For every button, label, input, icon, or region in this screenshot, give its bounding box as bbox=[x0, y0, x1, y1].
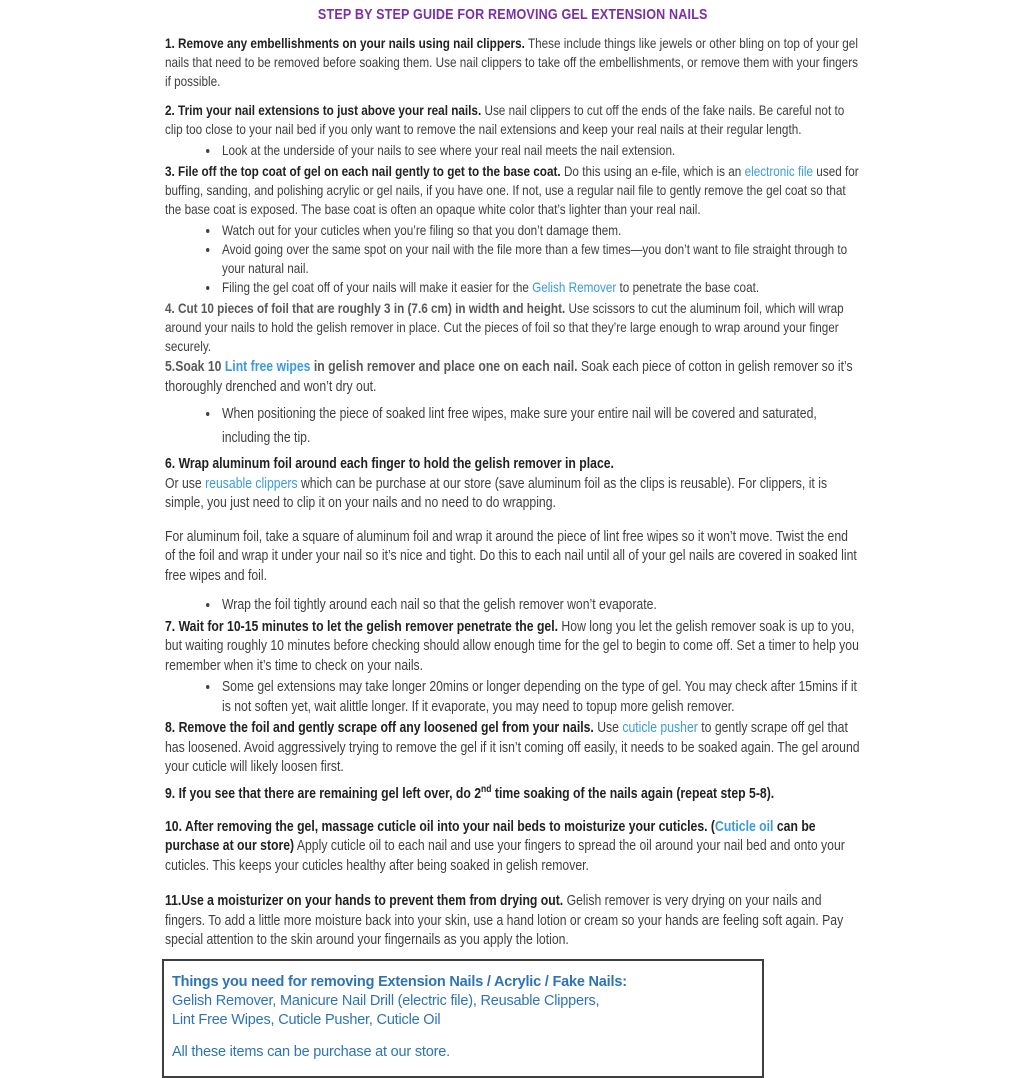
step-3-paragraph bbox=[165, 162, 861, 219]
step-5-heading: 5.Soak 10 bbox=[165, 359, 225, 375]
step-3-bullet-list bbox=[165, 221, 861, 297]
step-8-paragraph bbox=[165, 719, 861, 778]
step-7-heading: 7. Wait for 10-15 minutes to let the gelish remover penetrate the gel. bbox=[165, 618, 559, 635]
bullet-text: When positioning the piece of soaked lint free wipes, make sure your entire nail will be covered and saturated, including the tip. bbox=[221, 406, 817, 446]
step-6-heading: 6. Wrap aluminum foil around each finger to hold the gelish remover in place. bbox=[165, 456, 614, 472]
step-1-heading: 1. Remove any embellishments on your nails using nail clippers. bbox=[165, 35, 525, 51]
step-5-bullet-list bbox=[165, 399, 861, 453]
step-8-text-2: to gently scrape off gel that has loosened. Avoid aggressively trying to remove the gel if it isn’t coming off easily, it needs to be soaked again. The gel around your cuticle will likely loosen first. bbox=[165, 720, 860, 775]
step-1-paragraph bbox=[165, 34, 861, 91]
bullet-text: Look at the underside of your nails to see where your real nail meets the nail extension. bbox=[221, 142, 676, 158]
step-9-paragraph bbox=[165, 780, 861, 804]
bullet-item bbox=[219, 278, 861, 297]
step-8-heading: 8. Remove the foil and gently scrape off any loosened gel from your nails. bbox=[165, 720, 594, 736]
link-cuticle-oil[interactable]: Cuticle oil bbox=[715, 818, 774, 835]
bullet-item bbox=[219, 141, 861, 160]
step-2-heading: 2. Trim your nail extensions to just above your real nails. bbox=[165, 102, 482, 118]
step-9-superscript: nd bbox=[481, 783, 492, 795]
step-3-text-2: used for buffing, sanding, and polishing acrylic or gel nails, if you have one. If not, use a regular nail file to gently remove the gel coat so that the base coat is exposed. The base coat is often an opaque white color that’s lighter than your real nail. bbox=[165, 163, 859, 217]
step-5-paragraph bbox=[165, 358, 861, 397]
link-electronic-file[interactable]: electronic file bbox=[744, 163, 814, 179]
step-10-paragraph bbox=[165, 818, 861, 877]
step-11-text: Gelish remover is very drying on your nails and fingers. To add a little more moisture back into your skin, use a hand lotion or cream so your hands are feeling soft again. Pay special attention to the skin around your fingernails as you apply the lotion. bbox=[165, 893, 844, 949]
step-4-text: Use scissors to cut the aluminum foil, which will wrap around your nails to hold the gelish remover in place. Cut the pieces of foil so that they’re large enough to wrap around your finger securely. bbox=[165, 300, 844, 354]
step-6-text-2: which can be purchase at our store (save aluminum foil as the clips is reusable). For clippers, it is simple, you just need to clip it on your nails and no need to do wrapping. bbox=[165, 475, 828, 511]
step-3-heading: 3. File off the top coat of gel on each nail gently to get to the base coat. bbox=[165, 163, 561, 179]
bullet-text: Watch out for your cuticles when you’re filing so that you don’t damage them. bbox=[221, 222, 622, 238]
step-5-text: Soak each piece of cotton in gelish remover so it’s thoroughly drenched and won’t dry out. bbox=[165, 359, 853, 395]
step-4-heading: 4. Cut 10 pieces of foil that are roughly 3 in (7.6 cm) in width and height. bbox=[165, 300, 566, 316]
step-2-paragraph bbox=[165, 101, 861, 139]
step-8-text: Use bbox=[593, 720, 623, 736]
things-box-line-2: Lint Free Wipes, Cuticle Pusher, Cuticle Oil bbox=[172, 1011, 441, 1028]
step-1-text: These include things like jewels or other bling on top of your gel nails that need to be removed before soaking them. Use nail clippers to take off the embellishments, or remove them with your fingers if possible. bbox=[165, 35, 858, 89]
step-11-paragraph bbox=[165, 892, 861, 951]
step-6-heading-paragraph bbox=[165, 455, 861, 475]
step-2-text: Use nail clippers to cut off the ends of the fake nails. Be careful not to clip too close to your nail bed if you only want to remove the nail extensions and keep your real nails at their regular length. bbox=[165, 102, 845, 137]
step-10-heading-2: can be purchase at our store) bbox=[165, 818, 816, 855]
things-box-spacer bbox=[172, 1030, 752, 1043]
bullet-text: Some gel extensions may take longer 20mins or longer depending on the type of gel. You may check after 15mins if it is not soften yet, wait alittle longer. If it evaporate, you may need to topup more gelish remover. bbox=[221, 679, 857, 715]
step-7-bullet-list bbox=[165, 678, 861, 717]
step-3-text: Do this using an e-file, which is an bbox=[560, 163, 745, 179]
bullet-item bbox=[219, 399, 861, 453]
document-body bbox=[165, 5, 861, 951]
step-6-body-paragraph bbox=[165, 475, 861, 514]
things-box-note: All these items can be purchase at our store. bbox=[172, 1043, 450, 1060]
link-cuticle-pusher[interactable]: cuticle pusher bbox=[622, 720, 698, 736]
bullet-text: Filing the gel coat off of your nails will make it easier for the bbox=[221, 279, 533, 295]
step-4-paragraph bbox=[165, 299, 861, 356]
foil-bullet-list bbox=[165, 596, 861, 616]
step-6-text: Or use bbox=[165, 475, 206, 492]
link-gelish-remover[interactable]: Gelish Remover bbox=[532, 279, 617, 295]
bullet-item bbox=[219, 596, 861, 616]
bullet-item bbox=[219, 240, 861, 278]
bullet-text: Wrap the foil tightly around each nail so that the gelish remover won’t evaporate. bbox=[221, 597, 657, 613]
aluminum-foil-text: For aluminum foil, take a square of aluminum foil and wrap it around the piece of lint free wipes so it won’t move. Twist the end of the foil and wrap it under your nail so it’s nice and tight. Do this to each nail until all of your gel nails are covered in soaked lint free wipes and foil. bbox=[165, 528, 857, 584]
document-title: STEP BY STEP GUIDE FOR REMOVING GEL EXTENSION NAILS bbox=[317, 6, 708, 23]
step-7-paragraph bbox=[165, 618, 861, 677]
step-7-text: How long you let the gelish remover soak is up to you, but waiting roughly 10 minutes before checking should allow enough time for the gel to begin to come off. Set a timer to help you remember when it’s time to check on your nails. bbox=[165, 618, 859, 674]
step-5-heading-2: in gelish remover and place one on each nail. bbox=[310, 359, 578, 375]
step-11-heading: 11.Use a moisturizer on your hands to prevent them from drying out. bbox=[165, 893, 564, 910]
bullet-item bbox=[219, 678, 861, 717]
step-9-heading-2: time soaking of the nails again (repeat step 5-8). bbox=[491, 785, 775, 802]
things-you-need-box bbox=[162, 959, 764, 1078]
things-box-heading: Things you need for removing Extension Nails / Acrylic / Fake Nails: bbox=[172, 973, 627, 990]
link-lint-free-wipes[interactable]: Lint free wipes bbox=[224, 359, 311, 375]
step-10-text: Apply cuticle oil to each nail and use your fingers to spread the oil around your nail bed and onto your cuticles. This keeps your cuticles healthy after being soaked in gelish remover. bbox=[165, 838, 845, 874]
step-2-bullet-list bbox=[165, 141, 861, 160]
bullet-text: Avoid going over the same spot on your nail with the file more than a few times—you don’t want to file straight through to your natural nail. bbox=[221, 241, 848, 276]
bullet-text-2: to penetrate the base coat. bbox=[616, 279, 760, 295]
things-box-line-1: Gelish Remover, Manicure Nail Drill (electric file), Reusable Clippers, bbox=[172, 992, 600, 1009]
bullet-item bbox=[219, 221, 861, 240]
step-9-heading: 9. If you see that there are remaining gel left over, do 2 bbox=[165, 785, 482, 802]
aluminum-foil-paragraph bbox=[165, 528, 861, 587]
link-reusable-clippers[interactable]: reusable clippers bbox=[205, 475, 298, 492]
step-10-heading: 10. After removing the gel, massage cuticle oil into your nail beds to moisturize your cuticles. ( bbox=[165, 818, 716, 835]
